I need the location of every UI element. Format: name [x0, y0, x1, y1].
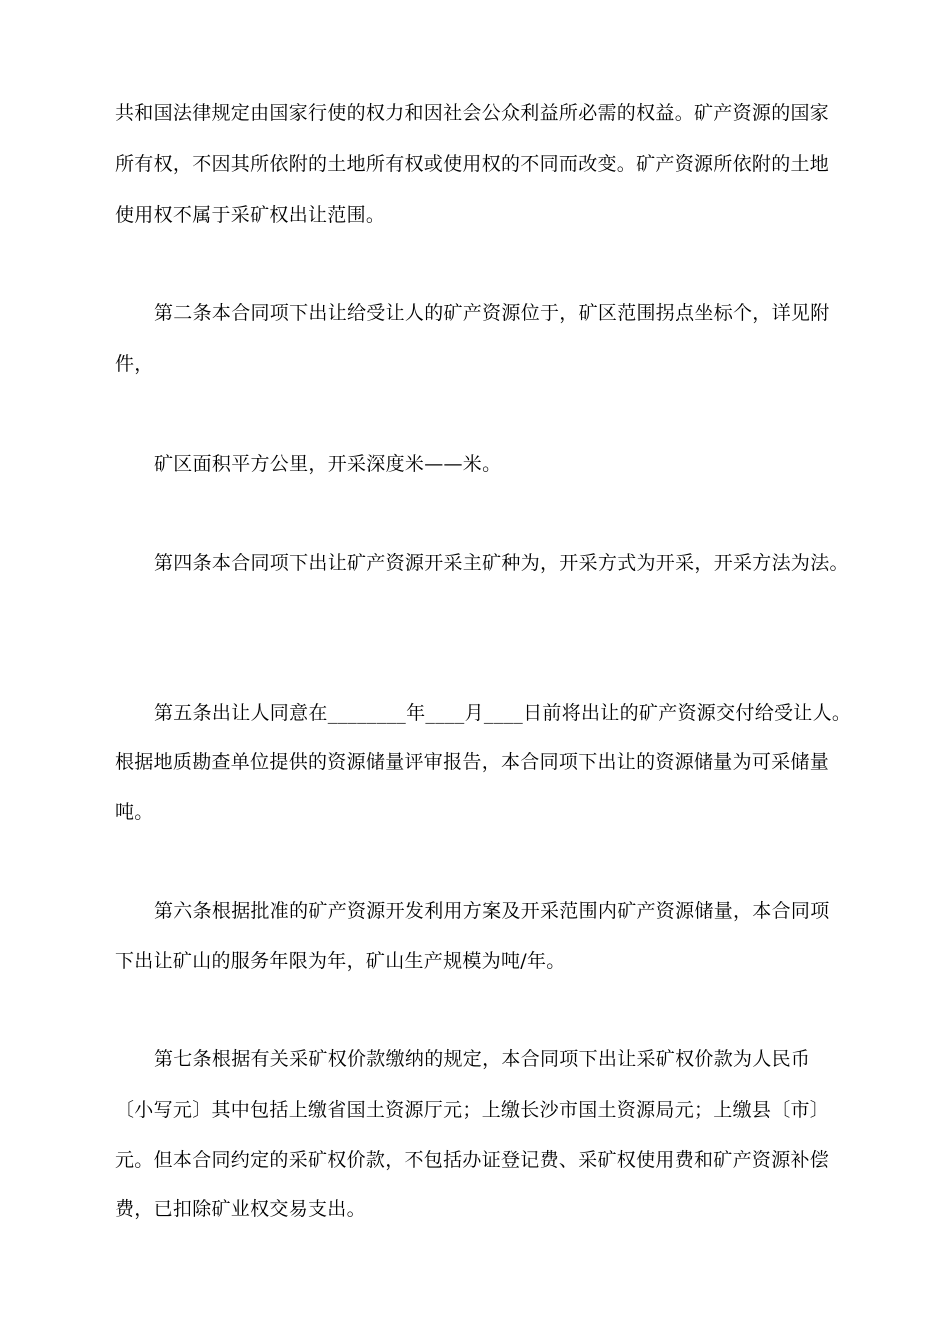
- article-5-line: 第五条出让人同意在________年____月____日前将出让的矿产资源交付给受让人。: [154, 702, 852, 724]
- article-7-line: 元。但本合同约定的采矿权价款，不包括办证登记费、采矿权使用费和矿产资源补偿: [115, 1149, 830, 1171]
- article-5-line: 根据地质勘查单位提供的资源储量评审报告，本合同项下出让的资源储量为可采储量: [115, 751, 830, 773]
- article-5-line: 吨。: [115, 801, 154, 823]
- article-4-line: 第四条本合同项下出让矿产资源开采主矿种为，开采方式为开采，开采方法为法。: [154, 552, 849, 574]
- article-2-line: 第二条本合同项下出让给受让人的矿产资源位于，矿区范围拐点坐标个，详见附: [154, 302, 830, 324]
- article-6-line: 第六条根据批准的矿产资源开发利用方案及开采范围内矿产资源储量，本合同项: [154, 900, 830, 922]
- paragraph-line: 共和国法律规定由国家行使的权力和因社会公众利益所必需的权益。矿产资源的国家: [115, 102, 830, 124]
- mining-area-line: 矿区面积平方公里，开采深度米——米。: [154, 453, 502, 475]
- article-7-line: 〔小写元〕其中包括上缴省国土资源厅元；上缴长沙市国土资源局元；上缴县〔市〕: [115, 1099, 830, 1121]
- paragraph-line: 所有权，不因其所依附的土地所有权或使用权的不同而改变。矿产资源所依附的土地: [115, 153, 830, 175]
- article-7-line: 费，已扣除矿业权交易支出。: [115, 1198, 366, 1220]
- paragraph-line: 使用权不属于采矿权出让范围。: [115, 204, 386, 226]
- article-7-line: 第七条根据有关采矿权价款缴纳的规定，本合同项下出让采矿权价款为人民币: [154, 1048, 811, 1070]
- article-6-line: 下出让矿山的服务年限为年，矿山生产规模为吨/年。: [115, 950, 566, 972]
- article-2-line: 件，: [115, 353, 154, 375]
